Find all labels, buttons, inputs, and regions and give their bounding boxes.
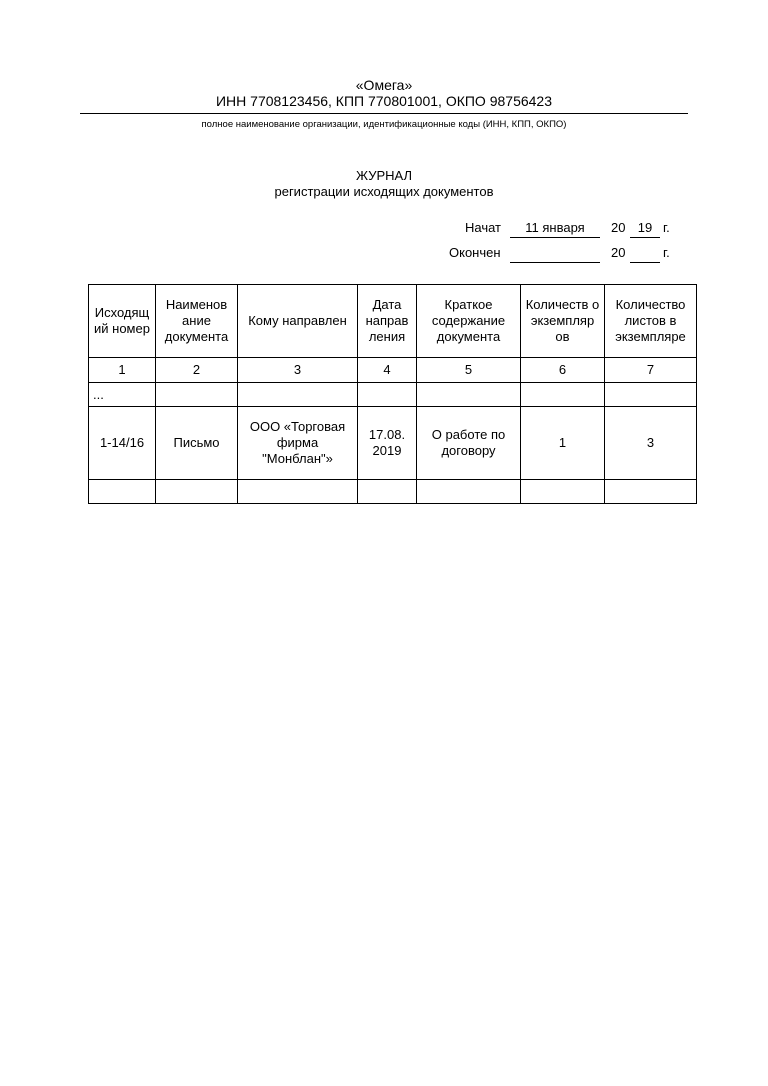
table-header-row [89,285,697,358]
header-outgoing-number: Исходящ ий номер [89,285,156,358]
header-summary: Краткое содержание документа [417,285,521,358]
table-cell[interactable] [521,383,605,407]
table-cell[interactable] [605,383,697,407]
column-number: 6 [521,358,605,383]
start-year-unit: г. [663,220,670,235]
cell-outgoing-number[interactable]: 1-14/16 [89,407,156,480]
cell-copies[interactable]: 1 [521,407,605,480]
continuation-mark: ... [89,383,156,407]
start-date-row [0,220,768,238]
column-number: 3 [238,358,358,383]
table-row [89,407,697,480]
column-number: 5 [417,358,521,383]
end-year-underline [630,262,660,263]
column-number: 2 [156,358,238,383]
document-subtitle: регистрации исходящих документов [274,184,494,199]
cell-send-date[interactable]: 17.08. 2019 [358,407,417,480]
end-label: Окончен [449,245,501,260]
org-underline [80,113,688,114]
start-year-suffix[interactable]: 19 [637,220,653,235]
table-cell[interactable] [238,383,358,407]
table-cell[interactable] [605,480,697,504]
start-label: Начат [465,220,502,235]
cell-recipient[interactable]: ООО «Торговая фирма "Монблан"» [238,407,358,480]
table-cell[interactable] [238,480,358,504]
start-year-underline [630,237,660,238]
table-cell[interactable] [358,383,417,407]
end-date-row [0,245,768,263]
table-cell[interactable] [358,480,417,504]
start-date-underline [510,237,600,238]
start-year-prefix: 20 [611,220,626,235]
end-date-underline [510,262,600,263]
document-title: ЖУРНАЛ [355,168,413,183]
column-number-row [89,358,697,383]
table-cell[interactable] [156,480,238,504]
journal-table [88,284,697,504]
org-caption: полное наименование организации, идентификационные коды (ИНН, КПП, ОКПО) [201,119,567,130]
cell-summary[interactable]: О работе по договору [417,407,521,480]
cell-document-name[interactable]: Письмо [156,407,238,480]
org-name: «Омега» [355,77,413,93]
column-number: 1 [89,358,156,383]
column-number: 4 [358,358,417,383]
end-year-prefix: 20 [611,245,626,260]
table-cell[interactable] [89,480,156,504]
column-number: 7 [605,358,697,383]
header-sheets: Количество листов в экземпляре [605,285,697,358]
cell-sheets[interactable]: 3 [605,407,697,480]
table-cell[interactable] [156,383,238,407]
header-document-name: Наименов ание документа [156,285,238,358]
continuation-row [89,383,697,407]
table-cell[interactable] [521,480,605,504]
table-cell[interactable] [417,480,521,504]
start-date-value[interactable]: 11 января [525,220,585,235]
header-recipient: Кому направлен [238,285,358,358]
header-send-date: Дата направ ления [358,285,417,358]
end-year-unit: г. [663,245,670,260]
empty-row [89,480,697,504]
table-cell[interactable] [417,383,521,407]
org-codes: ИНН 7708123456, КПП 770801001, ОКПО 98756423 [215,93,552,109]
header-copies: Количеств о экземпляр ов [521,285,605,358]
